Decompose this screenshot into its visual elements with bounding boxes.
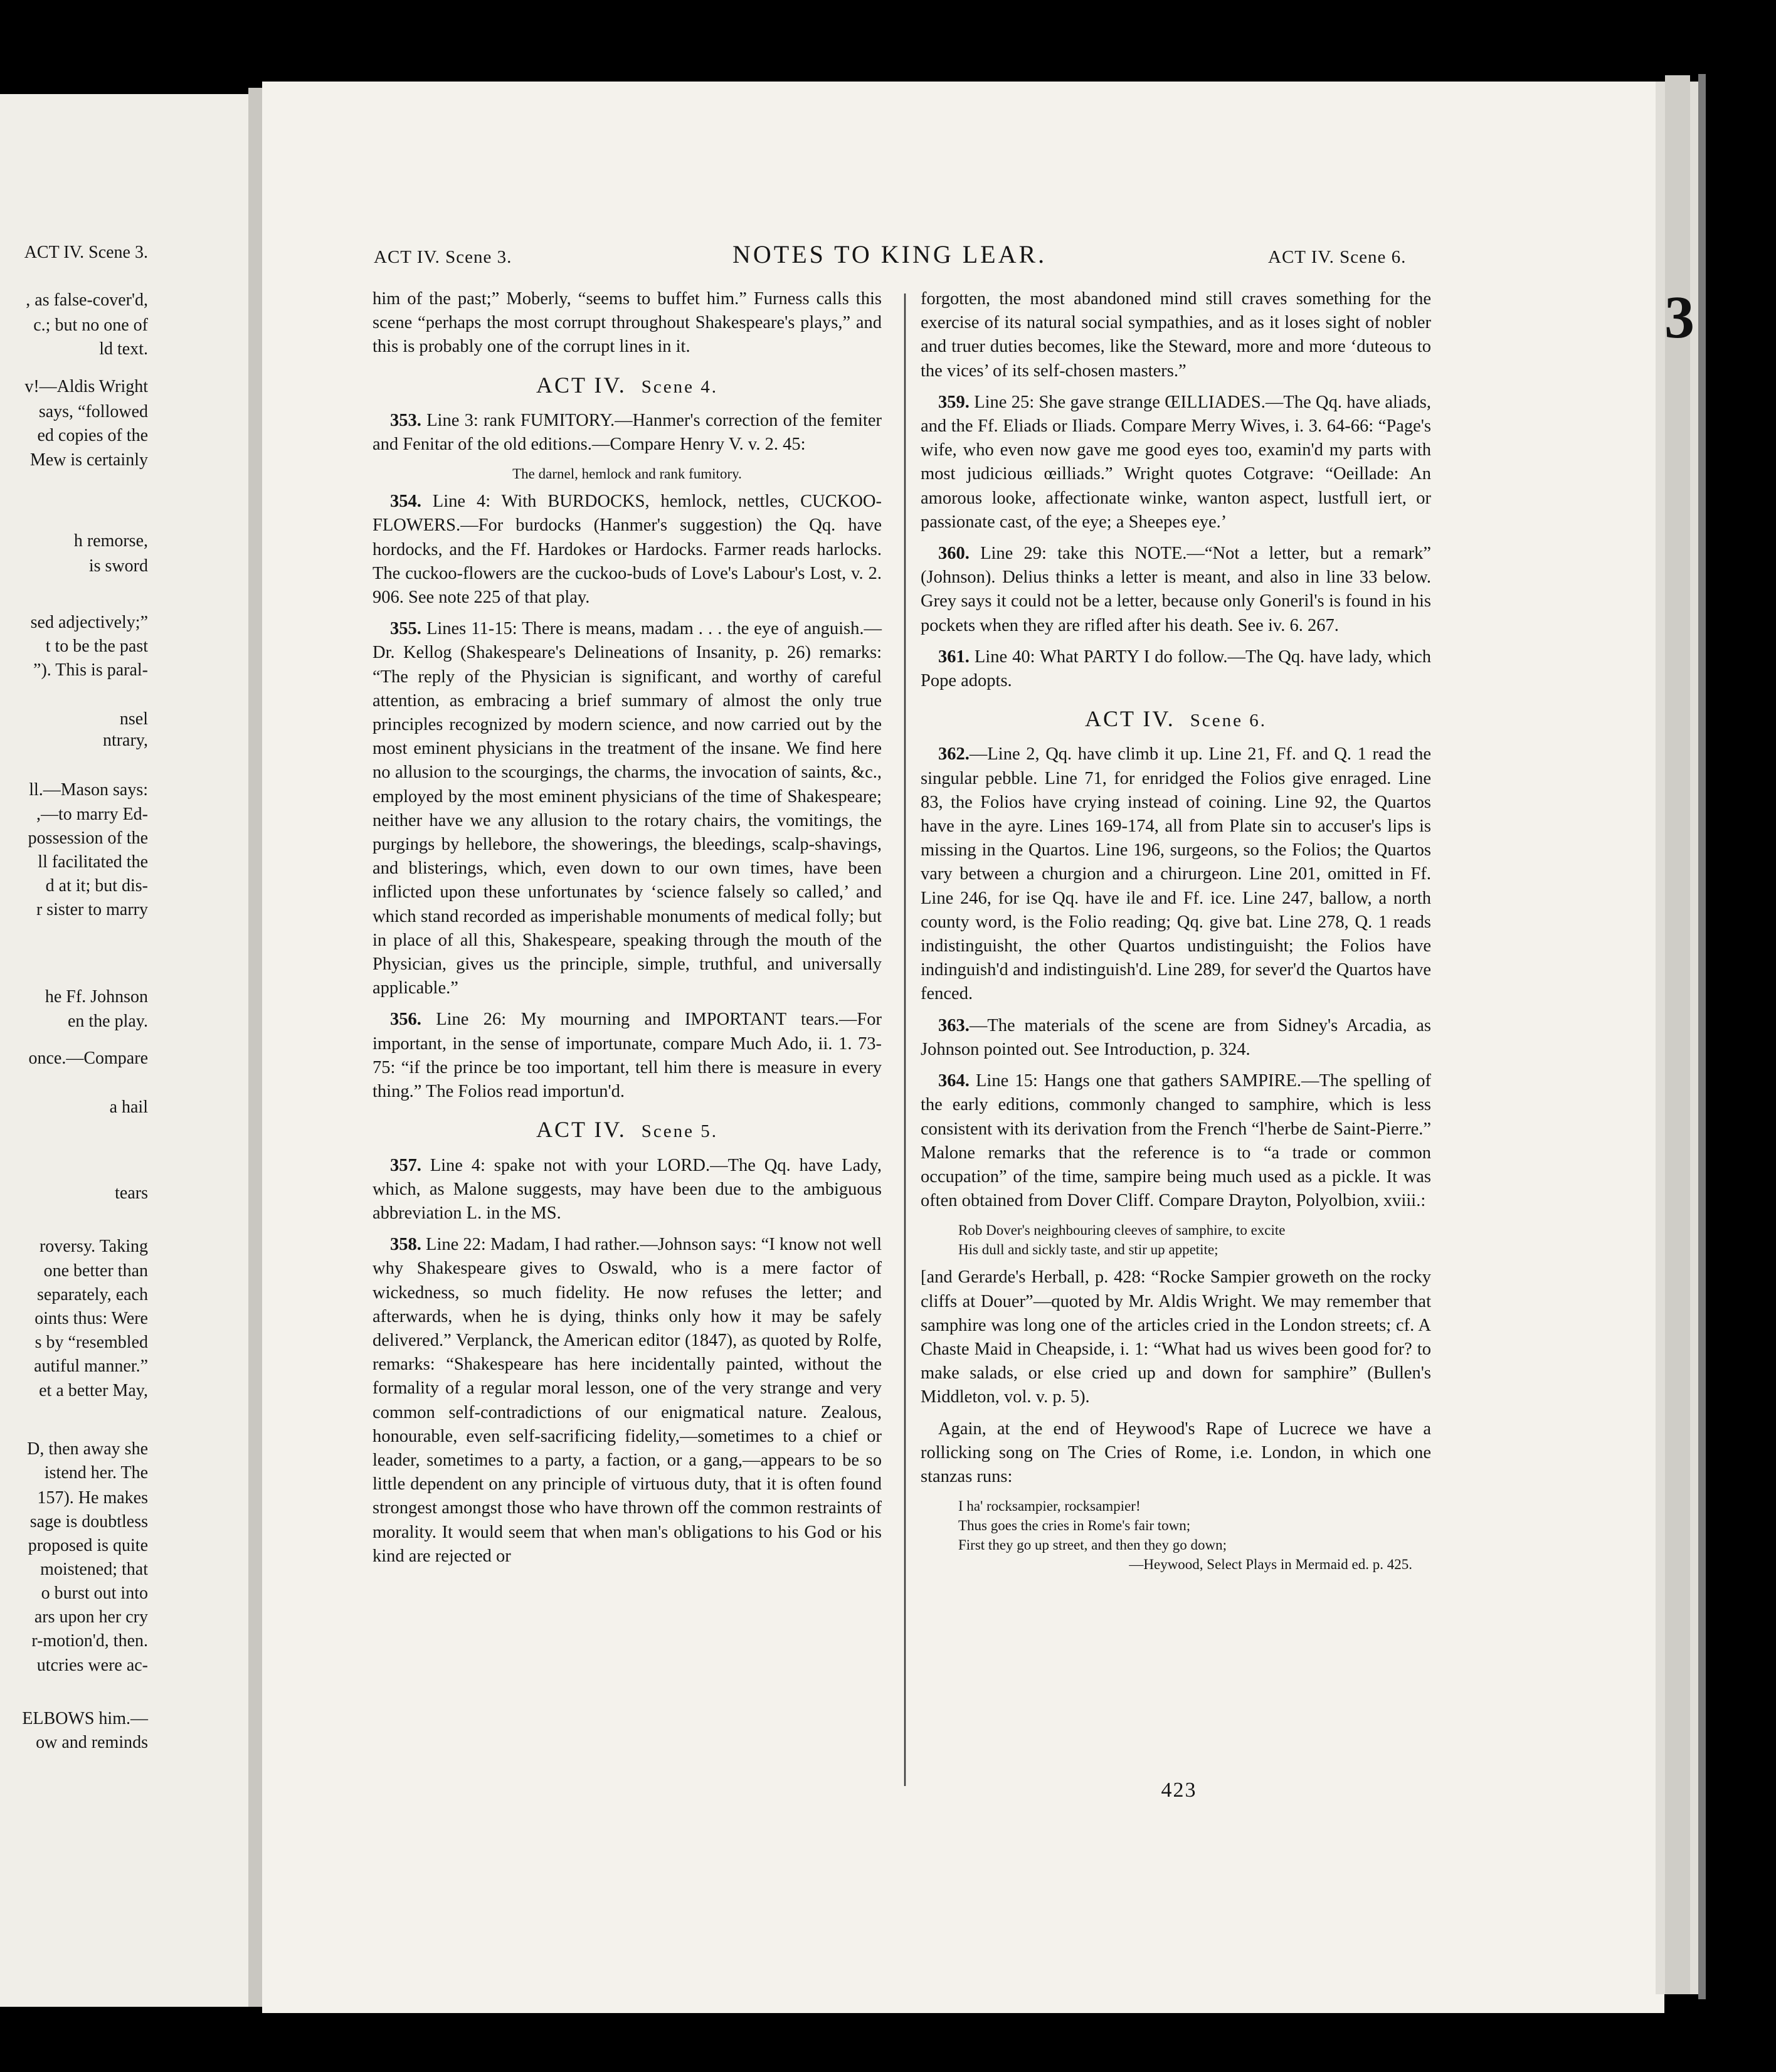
left-page-line: ld text. bbox=[99, 339, 148, 359]
left-page-line: is sword bbox=[88, 556, 148, 576]
scene-heading-5 bbox=[373, 1118, 882, 1143]
quote-attribution: —Heywood, Select Plays in Mermaid ed. p. 425. bbox=[1129, 1557, 1412, 1573]
quote-drayton bbox=[921, 1220, 1431, 1259]
note-364 bbox=[921, 1069, 1431, 1213]
note-359 bbox=[921, 391, 1431, 534]
note-text: Line 40: What PARTY I do follow.—The Qq. have lady, which Pope adopts. bbox=[921, 647, 1431, 691]
note-number: 358. bbox=[390, 1235, 421, 1255]
left-page-line: ll.—Mason says: bbox=[29, 780, 148, 800]
left-page-line: v!—Aldis Wright bbox=[24, 377, 148, 396]
scene-heading-6 bbox=[921, 707, 1431, 732]
note-text: Line 4: With BURDOCKS, hemlock, nettles, CUCKOO-FLOWERS.—For burdocks (Hanmer's suggestion) the Qq. have hordocks, and the Ff. Hardokes or Hardocks. Farmer reads harlocks. The cuckoo-flowers are the cuckoo-buds of Love's Labour's Lost, v. 2. 906. See note 225 of that play. bbox=[373, 492, 882, 608]
left-page-line: s by “resembled bbox=[34, 1333, 148, 1352]
note-text: Line 15: Hangs one that gathers SAMPIRE.—The spelling of the early editions, commonly changed to samphire, which is less consistent with its derivation from the French “l'herbe de Saint-Pierre.” Malone remarks that the reference is to “a trade or common occupation” of the time, sampire being much used as a pickle. It was often obtained from Dover Cliff. Compare Drayton, Polyolbion, xviii.: bbox=[921, 1071, 1432, 1211]
left-page-line: ow and reminds bbox=[36, 1733, 148, 1752]
scene-heading-act: ACT IV. bbox=[1085, 706, 1175, 732]
note-number: 363. bbox=[938, 1015, 970, 1035]
note-354 bbox=[373, 490, 882, 610]
left-page-line: a hail bbox=[109, 1097, 148, 1117]
note-353 bbox=[373, 409, 882, 457]
note-361 bbox=[921, 645, 1431, 693]
left-page-line: ntrary, bbox=[102, 731, 148, 750]
note-text: Lines 11-15: There is means, madam . . . the eye of anguish.—Dr. Kellog (Shakespeare's Delineations of Insanity, p. 26) remarks: “The reply of the Physician is significant, and worthy of careful attention, as embracing a brief summary of almost the only true principles recognized by modern science, and now carried out by the most eminent physicians in the treatment of the insane. We find here no allusion to the scourgings, the charms, the invocation of saints, &c., employed by the most eminent physicians of the time of Shakespeare; neither have we any allusion to the rotary chairs, the vomitings, the purgings by hellebore, the showerings, the bleedings, scalp-shavings, and blisterings, which, even down to our own times, have been inflicted upon these unfortunates by ‘science falsely so called,’ and which stand recorded as imperishable monuments of medical folly; but in place of all this, Shakespeare, speaking through the mouth of the Physician, gives us the principle, simple, truthful, and universally applicable.” bbox=[373, 619, 882, 998]
left-page-line: ELBOWS him.— bbox=[22, 1709, 148, 1728]
note-number: 356. bbox=[390, 1010, 421, 1030]
page-edge-line bbox=[1698, 74, 1706, 1999]
note-number: 353. bbox=[390, 410, 421, 430]
scene-heading-scene: Scene 5. bbox=[641, 1121, 718, 1142]
left-page-line: ACT IV. Scene 3. bbox=[24, 243, 148, 262]
left-page-line: c.; but no one of bbox=[33, 315, 148, 335]
note-text: Line 22: Madam, I had rather.—Johnson says: “I know not well why Shakespeare gives to Oswald, who is a mere factor of wickedness, so much fidelity. He now refuses the letter; and afterwards, when he is dying, thinks only how it may be safely delivered.” Verplanck, the American editor (1847), as quoted by Rolfe, remarks: “Shakespeare has here incidentally painted, without the formality of a regular moral lesson, one of the very strange and very common self-contradictions of our enigmatical nature. Zealous, honourable, even self-sacrificing fidelity,—sometimes to a chief or leader, sometimes to a party, a faction, or a gang,—appears to be so little dependent on any principle of virtuous duty, that it is often found strongest amongst those who have thrown off the common restraints of morality. It would seem that when man's obligations to his God or his kind are rejected or bbox=[373, 1235, 882, 1566]
left-page-line: en the play. bbox=[67, 1012, 148, 1031]
note-text: Line 26: My mourning and IMPORTANT tears.—For important, in the sense of importunate, compare Much Ado, ii. 1. 73-75: “if the prince be too important, tell him there is measure in every thing.” The Folios read importun'd. bbox=[373, 1010, 882, 1102]
left-page-line: possession of the bbox=[28, 828, 148, 848]
quote-line: Rob Dover's neighbouring cleeves of samphire, to excite bbox=[958, 1222, 1286, 1239]
note-356 bbox=[373, 1008, 882, 1104]
quote-line: The darnel, hemlock and rank fumitory. bbox=[512, 466, 742, 482]
left-page-line: says, “followed bbox=[38, 402, 148, 421]
left-page-line: once.—Compare bbox=[28, 1049, 148, 1068]
left-page-line: he Ff. Johnson bbox=[45, 987, 148, 1007]
quote-heywood bbox=[921, 1496, 1431, 1574]
quote-line: Thus goes the cries in Rome's fair town; bbox=[958, 1518, 1191, 1534]
note-357 bbox=[373, 1154, 882, 1226]
note-text: Line 3: rank FUMITORY.—Hanmer's correction of the femiter and Fenitar of the old editions.—Compare Henry V. v. 2. 45: bbox=[373, 410, 882, 455]
left-page-line: oints thus: Were bbox=[34, 1309, 148, 1328]
left-page-line: et a better May, bbox=[39, 1381, 148, 1400]
running-head-title: NOTES TO KING LEAR. bbox=[732, 240, 1047, 268]
note-text: Line 4: spake not with your LORD.—The Qq. have Lady, which, as Malone suggests, may have been due to the ambiguous abbreviation L. in the MS. bbox=[373, 1155, 882, 1223]
quote-line: First they go up street, and then they go down; bbox=[958, 1537, 1227, 1553]
left-page-line: r sister to marry bbox=[36, 900, 148, 919]
scene-heading-act: ACT IV. bbox=[536, 1117, 626, 1143]
running-head-right: ACT IV. Scene 6. bbox=[1268, 247, 1407, 267]
paragraph-continued: forgotten, the most abandoned mind still craves something for the exercise of its natural social sympathies, and as it loses sight of nobler and truer duties becomes, like the Steward, more and more ‘duteous to the vices’ of its self-chosen masters.” bbox=[921, 289, 1431, 381]
note-number: 361. bbox=[938, 647, 970, 667]
note-number: 359. bbox=[938, 392, 970, 412]
left-page-line: ed copies of the bbox=[37, 426, 148, 445]
margin-fragment: 3 bbox=[1664, 283, 1694, 351]
left-page-line: D, then away she bbox=[27, 1439, 148, 1459]
left-page-line: ll facilitated the bbox=[38, 852, 148, 872]
note-text: Line 29: take this NOTE.—“Not a letter, but a remark” (Johnson). Delius thinks a letter is meant, and also in line 33 below. Grey says it could not be a letter, because only Goneril's is found in his pockets when they are rifled after his death. See iv. 6. 267. bbox=[921, 544, 1431, 635]
scene-heading-scene: Scene 4. bbox=[641, 376, 718, 397]
note-363 bbox=[921, 1014, 1431, 1062]
running-head-left: ACT IV. Scene 3. bbox=[374, 247, 512, 267]
left-page-line: sed adjectively;” bbox=[30, 613, 148, 632]
left-page-line: separately, each bbox=[37, 1285, 148, 1304]
note-355 bbox=[373, 617, 882, 1000]
left-page-line: moistened; that bbox=[40, 1560, 148, 1579]
note-text: —Line 2, Qq. have climb it up. Line 21, Ff. and Q. 1 read the singular pebble. Line 71, for enridged the Folios give enraged. Line 83, the Folios have crying instead of coining. Line 92, the Quartos have in the ayre. Lines 169-174, all from Plate sin to accuser's lips is missing in the Quartos. Line 196, surgeons, so the Folios; the Quartos vary between a churgion and a chirurgeon. Line 201, omitted in Ff. Line 246, for ise Qq. have ile and Ff. ice. Line 247, ballow, a north county word, is the Folio reading; Qq. give bat. Line 278, Q. 1 reads indistinguisht, the other Quartos undistinguisht; the Folios have indinguish'd and indistinguish'd. Line 289, for sever'd the Quartos have fenced. bbox=[921, 744, 1431, 1004]
note-number: 362. bbox=[938, 744, 970, 764]
note-text: Line 25: She gave strange ŒILLIADES.—The Qq. have aliads, and the Ff. Eliads or Iliads. Compare Merry Wives, i. 3. 64-66: “Page's wife, who even now gave me good eyes too, examin'd my parts with most judicious œilliads.” Wright quotes Cotgrave: “Oeillade: An amorous looke, affectionate winke, wanton aspect, lustfull iert, or passionate cast, of the eye; a Sheepes eye.’ bbox=[921, 392, 1431, 532]
left-page-line: utcries were ac- bbox=[36, 1656, 148, 1675]
note-358 bbox=[373, 1233, 882, 1568]
left-page-line: istend her. The bbox=[44, 1463, 148, 1483]
note-text: —The materials of the scene are from Sidney's Arcadia, as Johnson pointed out. See Introduction, p. 324. bbox=[921, 1015, 1431, 1059]
page-edge-dark bbox=[1665, 75, 1690, 1994]
quote-353 bbox=[373, 464, 882, 484]
left-page-line: t to be the past bbox=[45, 637, 148, 656]
note-360 bbox=[921, 542, 1431, 638]
left-page-line: r-motion'd, then. bbox=[31, 1631, 148, 1651]
quote-line: I ha' rocksampier, rocksampier! bbox=[958, 1498, 1141, 1514]
left-page-line: tears bbox=[115, 1183, 148, 1203]
scene-heading-act: ACT IV. bbox=[536, 372, 626, 398]
left-page-line: one better than bbox=[43, 1261, 148, 1281]
left-page-line: ,—to marry Ed- bbox=[36, 805, 148, 824]
left-page-line: sage is doubtless bbox=[29, 1512, 148, 1531]
note-362 bbox=[921, 743, 1431, 1006]
left-page-line: d at it; but dis- bbox=[45, 876, 148, 896]
right-column bbox=[921, 287, 1431, 1580]
left-page-line: autiful manner.” bbox=[34, 1356, 148, 1376]
page-number: 423 bbox=[1161, 1779, 1197, 1802]
note-number: 364. bbox=[938, 1071, 970, 1091]
left-page-line: , as false-cover'd, bbox=[26, 290, 148, 310]
left-page-line: nsel bbox=[119, 709, 148, 729]
left-page-line: o burst out into bbox=[41, 1583, 148, 1603]
note-364-heywood: Again, at the end of Heywood's Rape of Lucrece we have a rollicking song on The Cries of Rome, i.e. London, in which one stanzas runs: bbox=[921, 1419, 1431, 1486]
left-page-line: Mew is certainly bbox=[29, 450, 148, 470]
note-number: 355. bbox=[390, 619, 421, 639]
paragraph-intro: him of the past;” Moberly, “seems to buffet him.” Furness calls this scene “perhaps the most corrupt throughout Shakespeare's plays,” and this is probably one of the corrupt lines in it. bbox=[373, 289, 882, 357]
left-page-line: 157). He makes bbox=[37, 1488, 148, 1508]
left-page-line: proposed is quite bbox=[28, 1536, 148, 1555]
left-column bbox=[373, 287, 882, 1576]
note-364-continued: [and Gerarde's Herball, p. 428: “Rocke Sampier groweth on the rocky cliffs at Douer”—quoted by Mr. Aldis Wright. We may remember that samphire was long one of the articles cried in the London streets; cf. A Chaste Maid in Cheapside, i. 1: “What had us wives been good for? to make salads, or else cried up and down for samphire” (Bullen's Middleton, vol. v. p. 5). bbox=[921, 1267, 1431, 1407]
scene-heading-scene: Scene 6. bbox=[1190, 711, 1267, 731]
left-page-line: ”). This is paral- bbox=[33, 660, 148, 680]
left-page-line: h remorse, bbox=[73, 531, 148, 551]
note-number: 357. bbox=[390, 1155, 421, 1175]
left-page-line: roversy. Taking bbox=[39, 1237, 148, 1256]
quote-line: His dull and sickly taste, and stir up appetite; bbox=[958, 1242, 1218, 1258]
note-number: 354. bbox=[390, 492, 421, 512]
note-number: 360. bbox=[938, 544, 970, 564]
left-page-line: ars upon her cry bbox=[34, 1607, 148, 1627]
scene-heading-4 bbox=[373, 373, 882, 399]
